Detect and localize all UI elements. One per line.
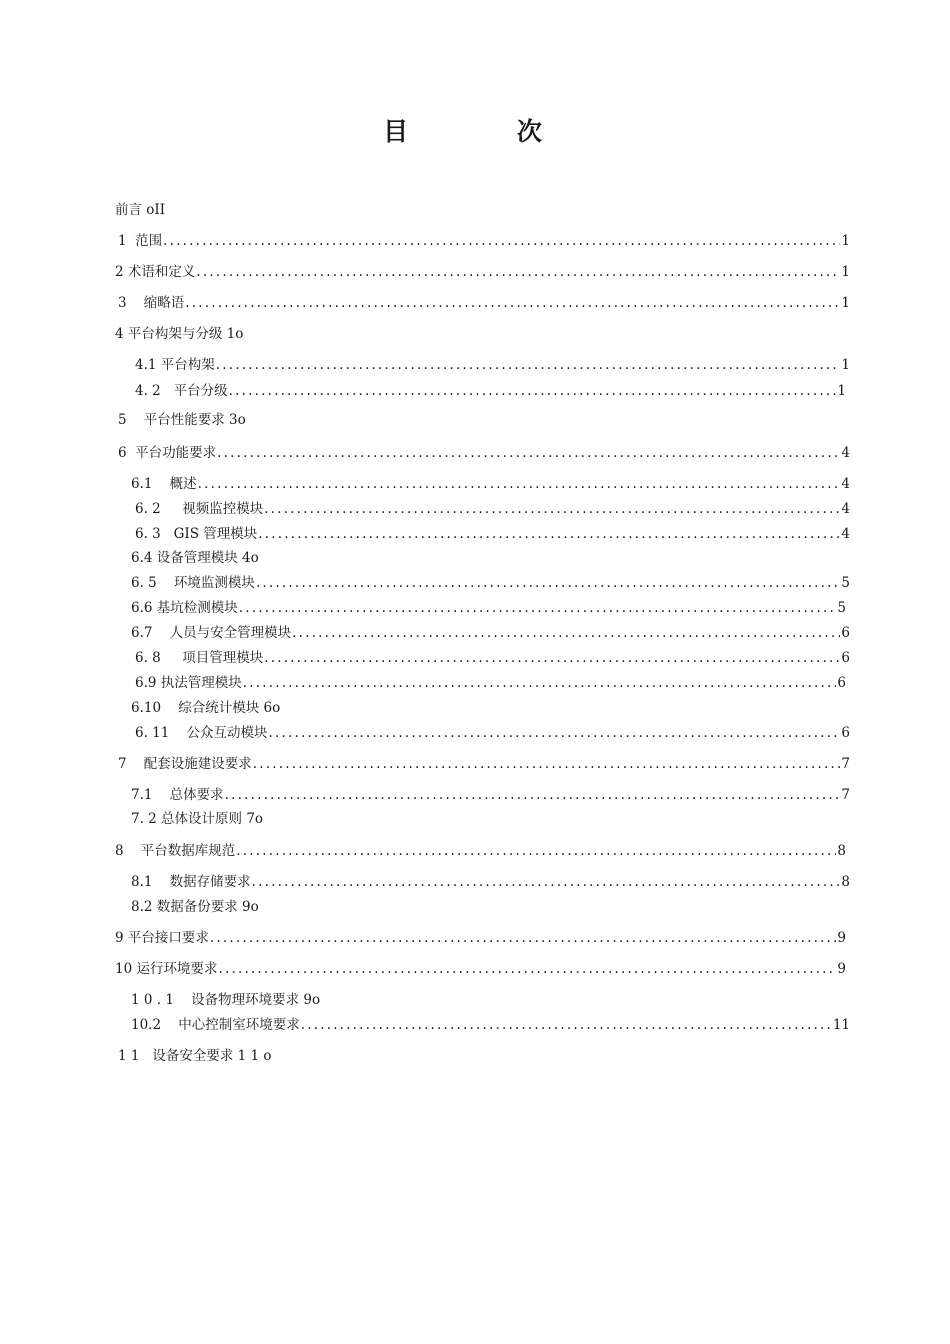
toc-entry-label: 10.2 中心控制室环境要求 xyxy=(131,1017,300,1033)
toc-dot-leader xyxy=(264,648,840,668)
toc-entry xyxy=(118,1046,272,1066)
toc-entry xyxy=(131,897,259,917)
toc-dot-leader xyxy=(253,754,841,774)
toc-dot-leader xyxy=(292,623,840,643)
toc-entry-label: 4. 2 平台分级 xyxy=(135,383,228,399)
toc-dot-leader xyxy=(218,959,836,979)
toc-entry xyxy=(118,293,850,313)
toc-entry-label: 6. 5 环境监测模块 xyxy=(131,575,255,591)
toc-page-number: 7 xyxy=(841,756,850,772)
toc-page-number: 6 xyxy=(841,650,850,666)
toc-entry-label: 6.7 人员与安全管理模块 xyxy=(131,625,292,641)
toc-dot-leader xyxy=(185,293,840,313)
toc-page-number: 6 xyxy=(841,625,850,641)
toc-entry-label: 1 1 设备安全要求 1 1 o xyxy=(118,1048,272,1064)
toc-entry xyxy=(135,723,850,743)
toc-entry xyxy=(118,231,850,251)
toc-page-number: 1 xyxy=(841,295,850,311)
toc-page-number: 5 xyxy=(837,600,846,616)
toc-dot-leader xyxy=(229,381,837,401)
toc-entry xyxy=(135,355,850,375)
toc-page-number: 1 xyxy=(841,357,850,373)
toc-entry xyxy=(135,648,850,668)
toc-dot-leader xyxy=(256,573,840,593)
toc-dot-leader xyxy=(198,474,841,494)
toc-dot-leader xyxy=(269,723,841,743)
toc-entry xyxy=(135,499,850,519)
toc-entry-label: 7.1 总体要求 xyxy=(131,787,224,803)
toc-entry-label: 6. 11 公众互动模块 xyxy=(135,725,268,741)
toc-entry xyxy=(118,754,850,774)
toc-entry xyxy=(131,698,280,718)
toc-entry xyxy=(131,809,263,829)
toc-dot-leader xyxy=(264,499,840,519)
toc-page-number: 6 xyxy=(837,675,846,691)
toc-entry xyxy=(115,324,243,344)
toc-entry-label: 10 运行环境要求 xyxy=(115,961,218,977)
toc-entry xyxy=(131,990,320,1010)
toc-dot-leader xyxy=(252,872,841,892)
toc-dot-leader xyxy=(163,231,840,251)
toc-entry xyxy=(131,573,850,593)
toc-page-number: 1 xyxy=(841,264,850,280)
toc-entry-label: 前言 o xyxy=(115,202,155,218)
toc-entry-label: 6. 8 项目管理模块 xyxy=(135,650,264,666)
toc-dot-leader xyxy=(258,524,840,544)
toc-page-number: 7 xyxy=(841,787,850,803)
toc-entry xyxy=(115,959,846,979)
toc-entry-label: 6.1 概述 xyxy=(131,476,197,492)
toc-page-number: 9 xyxy=(837,930,846,946)
toc-page-number: 4 xyxy=(841,526,850,542)
toc-page-number: 9 xyxy=(837,961,846,977)
toc-entry-label: 2 术语和定义 xyxy=(115,264,196,280)
toc-dot-leader xyxy=(225,785,841,805)
toc-entry xyxy=(131,598,846,618)
toc-entry xyxy=(118,443,850,463)
toc-entry-label: 5 平台性能要求 3o xyxy=(118,412,246,428)
toc-page-number: 4 xyxy=(841,501,850,517)
toc-entry-label: 7. 2 总体设计原则 7o xyxy=(131,811,264,827)
toc-page-number: II xyxy=(154,202,166,218)
toc-dot-leader xyxy=(210,928,837,948)
toc-entry xyxy=(131,1015,850,1035)
toc-entry-label: 6 平台功能要求 xyxy=(118,445,217,461)
toc-dot-leader xyxy=(236,841,836,861)
toc-dot-leader xyxy=(216,355,841,375)
toc-page-number: 8 xyxy=(837,843,846,859)
toc-entry-label: 6.10 综合统计模块 6o xyxy=(131,700,281,716)
toc-entry xyxy=(131,623,850,643)
toc-page-number: 5 xyxy=(841,575,850,591)
toc-page-number: 8 xyxy=(841,874,850,890)
toc-entry xyxy=(135,524,850,544)
toc-entry xyxy=(118,410,246,430)
toc-page-number: 4 xyxy=(841,476,850,492)
toc-page-number: 1 xyxy=(841,233,850,249)
toc-entry-label: 3 缩略语 xyxy=(118,295,185,311)
toc-entry-label: 7 配套设施建设要求 xyxy=(118,756,252,772)
toc-entry xyxy=(115,262,850,282)
toc-entry xyxy=(115,200,165,220)
toc-page-number: 6 xyxy=(841,725,850,741)
toc-dot-leader xyxy=(217,443,840,463)
toc-entry xyxy=(131,474,850,494)
toc-entry-label: 8.2 数据备份要求 9o xyxy=(131,899,259,915)
toc-entry-label: 6.6 基坑检测模块 xyxy=(131,600,238,616)
toc-entry-label: 9 平台接口要求 xyxy=(115,930,209,946)
toc-entry xyxy=(135,673,846,693)
toc-entry-label: 8.1 数据存储要求 xyxy=(131,874,251,890)
toc-dot-leader xyxy=(243,673,837,693)
toc-entry xyxy=(131,548,259,568)
toc-entry-label: 1 0 . 1 设备物理环境要求 9o xyxy=(131,992,321,1008)
toc-entry-label: 8 平台数据库规范 xyxy=(115,843,236,859)
toc-page-number: 4 xyxy=(841,445,850,461)
toc-dot-leader xyxy=(301,1015,832,1035)
toc-entry xyxy=(135,381,846,401)
toc-page-number: 11 xyxy=(832,1017,850,1033)
toc-dot-leader xyxy=(196,262,840,282)
toc-entry-label: 4 平台构架与分级 1o xyxy=(115,326,244,342)
toc-page-number: 1 xyxy=(837,383,846,399)
toc-entry xyxy=(131,785,850,805)
page-title: 目 次 xyxy=(383,117,592,146)
toc-entry xyxy=(115,928,846,948)
toc-entry xyxy=(115,841,846,861)
toc-entry-label: 6. 3 GIS 管理模块 xyxy=(135,526,258,542)
toc-dot-leader xyxy=(239,598,837,618)
toc-entry-label: 6. 2 视频监控模块 xyxy=(135,501,264,517)
toc-entry xyxy=(131,872,850,892)
toc-entry-label: 1 范围 xyxy=(118,233,163,249)
toc-entry-label: 6.4 设备管理模块 4o xyxy=(131,550,259,566)
toc-entry-label: 4.1 平台构架 xyxy=(135,357,215,373)
toc-entry-label: 6.9 执法管理模块 xyxy=(135,675,242,691)
